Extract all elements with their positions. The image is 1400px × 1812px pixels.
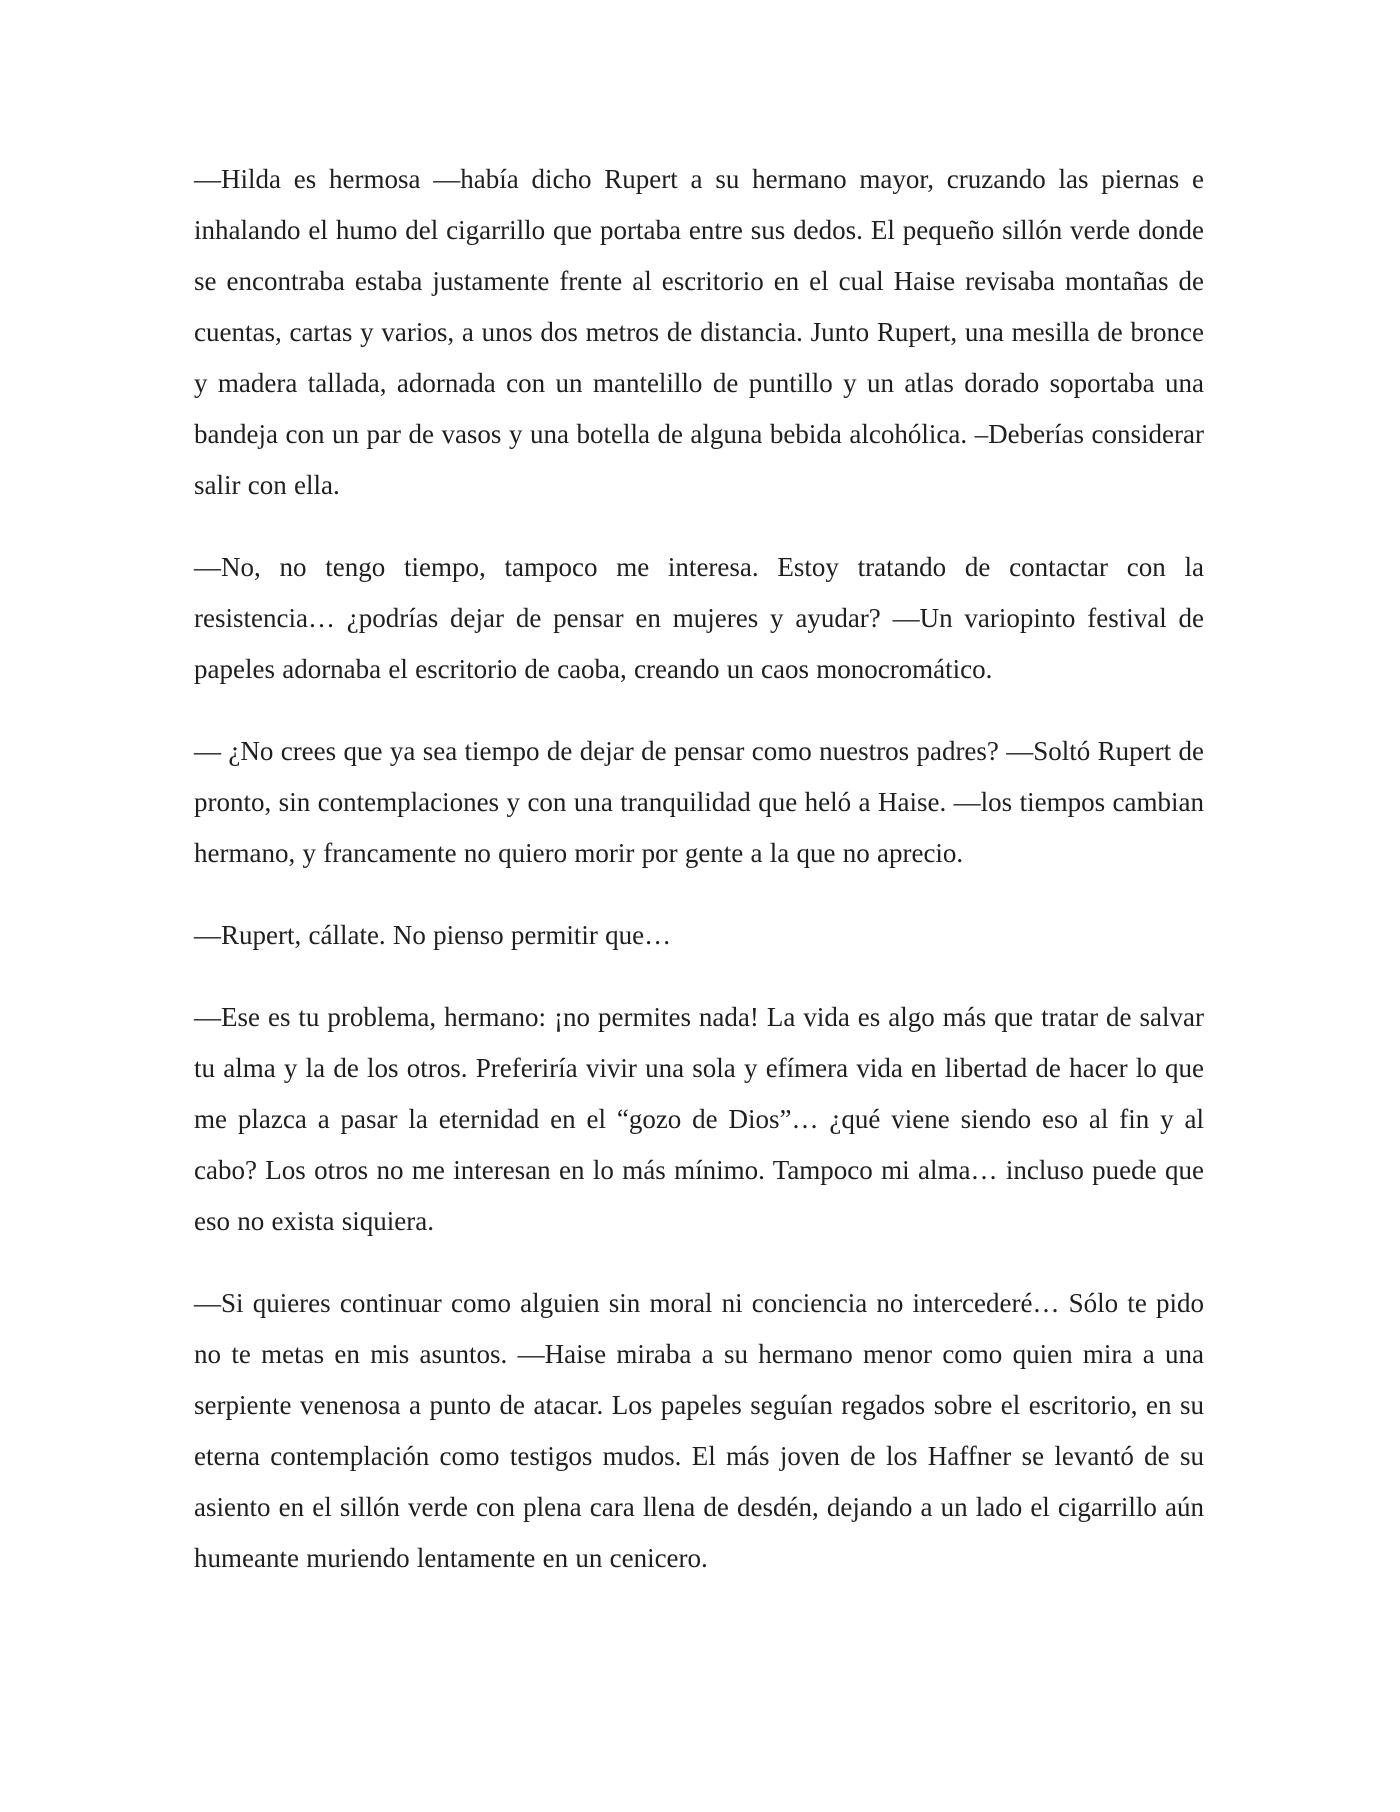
paragraph-4: —Rupert, cállate. No pienso permitir que… <box>194 920 672 950</box>
paragraph-5: —Ese es tu problema, hermano: ¡no permites nada! La vida es algo más que tratar de salvar tu alma y la de los otros. Preferiría vivir una sola y efímera vida en libertad de hacer lo que me plazca a pasar la eternidad en el “gozo de Dios”… ¿qué viene siendo eso al fin y al cabo? Los otros no me interesan en lo más mínimo. Tampoco mi alma… incluso puede que eso no exista siquiera. <box>194 1002 1204 1236</box>
paragraph-3: — ¿No crees que ya sea tiempo de dejar de pensar como nuestros padres? —Soltó Rupert de pronto, sin contemplaciones y con una tranquilidad que heló a Haise. —los tiempos cambian hermano, y francamente no quiero morir por gente a la que no aprecio. <box>194 736 1204 868</box>
paragraph-6: —Si quieres continuar como alguien sin moral ni conciencia no intercederé… Sólo te pido no te metas en mis asuntos. —Haise miraba a su hermano menor como quien mira a una serpiente venenosa a punto de atacar. Los papeles seguían regados sobre el escritorio, en su eterna contemplación como testigos mudos. El más joven de los Haffner se levantó de su asiento en el sillón verde con plena cara llena de desdén, dejando a un lado el cigarrillo aún humeante muriendo lentamente en un cenicero. <box>194 1288 1204 1573</box>
paragraph-2: —No, no tengo tiempo, tampoco me interesa. Estoy tratando de contactar con la resistencia… ¿podrías dejar de pensar en mujeres y ayudar? —Un variopinto festival de papeles adornaba el escritorio de caoba, creando un caos monocromático. <box>194 552 1204 684</box>
paragraph-1: —Hilda es hermosa —había dicho Rupert a su hermano mayor, cruzando las piernas e inhalando el humo del cigarrillo que portaba entre sus dedos. El pequeño sillón verde donde se encontraba estaba justamente frente al escritorio en el cual Haise revisaba montañas de cuentas, cartas y varios, a unos dos metros de distancia. Junto Rupert, una mesilla de bronce y madera tallada, adornada con un mantelillo de puntillo y un atlas dorado soportaba una bandeja con un par de vasos y una botella de alguna bebida alcohólica. –Deberías considerar salir con ella. <box>194 164 1204 500</box>
document-body <box>194 154 1204 1615</box>
